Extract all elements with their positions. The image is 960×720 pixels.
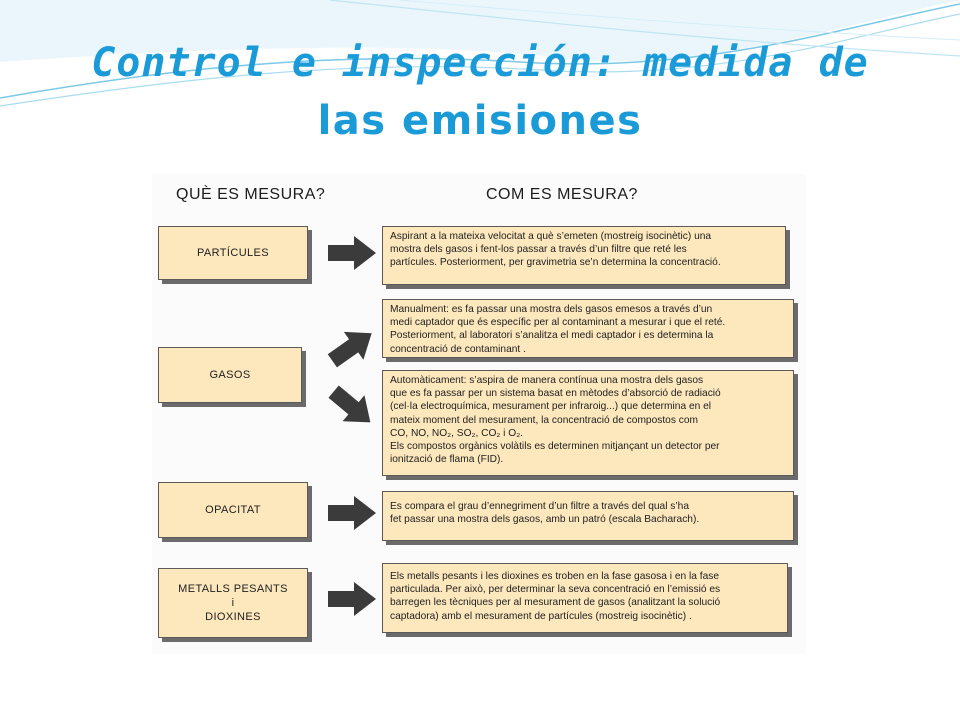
how-box-gasos-manual — [382, 299, 794, 358]
how-line: CO, NO, NO₂, SO₂, CO₂ i O₂. — [390, 427, 523, 439]
how-line: Els metalls pesants i les dioxines es troben en la fase gasosa i en la fase — [390, 571, 720, 582]
arrow-right-icon — [328, 582, 376, 616]
how-box-opacitat — [382, 491, 794, 541]
slide-title — [0, 34, 960, 150]
how-line: Automàticament: s’aspira de manera contínua una mostra dels gasos — [390, 375, 704, 386]
measurement-diagram — [152, 174, 806, 654]
slide-title-line-2: las emisiones — [317, 98, 643, 144]
what-box-metalls-dioxines — [158, 568, 308, 638]
arrow-right-icon — [328, 496, 376, 530]
arrow-right-icon — [328, 236, 376, 270]
what-label-line: i — [231, 597, 235, 609]
what-box-opacitat — [158, 482, 308, 538]
how-line: partícules. Posteriorment, per gravimetria se’n determina la concentració. — [390, 257, 721, 269]
what-label-opacitat: OPACITAT — [205, 504, 261, 516]
how-line: mostra dels gasos i fent-los passar a través d’un filtre que reté les — [390, 244, 687, 256]
what-label-line: DIOXINES — [205, 611, 261, 623]
how-line: Es compara el grau d’ennegriment d’un filtre a través del qual s’ha — [390, 501, 689, 512]
how-line: fet passar una mostra dels gasos, amb un patró (escala Bacharach). — [390, 514, 700, 526]
how-line: captadora) amb el mesurament de partícules (mostreig isocinètic) . — [390, 610, 692, 622]
what-label-gasos: GASOS — [209, 369, 251, 381]
how-line: concentració de contaminant . — [390, 343, 526, 355]
how-box-metalls-dioxines — [382, 563, 788, 633]
what-box-particules — [158, 226, 308, 280]
how-line: (cel·la electroquímica, mesurament per infraroig...) que determina en el — [390, 401, 712, 413]
how-line: Manualment: es fa passar una mostra dels gasos emesos a través d’un — [390, 304, 713, 315]
how-line: particulada. Per això, per determinar la seva concentració en l’emissió es — [390, 584, 721, 596]
arrow-down-right-icon — [326, 384, 378, 430]
what-label-line: METALLS PESANTS — [178, 583, 288, 595]
arrow-up-right-icon — [326, 324, 378, 370]
slide-title-line-1: Control e inspección: medida de — [91, 40, 869, 86]
how-box-particules — [382, 226, 786, 285]
how-line: barregen les tècniques per al mesurament de gasos (analitzant la solució — [390, 597, 721, 609]
how-line: medi captador que és específic per al contaminant a mesurar i que el reté. — [390, 317, 726, 329]
what-label-particules: PARTÍCULES — [196, 247, 270, 259]
how-line: ionització de flama (FID). — [390, 454, 504, 466]
how-box-gasos-automatic — [382, 370, 794, 476]
how-line: Posteriorment, al laboratori s’analitza el medi captador i es determina la — [390, 330, 714, 342]
what-box-gasos — [158, 347, 302, 403]
how-line: Els compostos orgànics volàtils es determinen mitjançant un detector per — [390, 441, 720, 453]
how-line: que es fa passar per un sistema basat en mètodes d’absorció de radiació — [390, 388, 721, 400]
how-line: mateix moment del mesurament, la concentració de compostos com — [390, 414, 699, 426]
header-what-is-measured: QUÈ ES MESURA? — [176, 186, 326, 203]
header-how-is-measured: COM ES MESURA? — [486, 186, 638, 203]
how-line: Aspirant a la mateixa velocitat a què s’emeten (mostreig isocinètic) una — [390, 231, 712, 242]
